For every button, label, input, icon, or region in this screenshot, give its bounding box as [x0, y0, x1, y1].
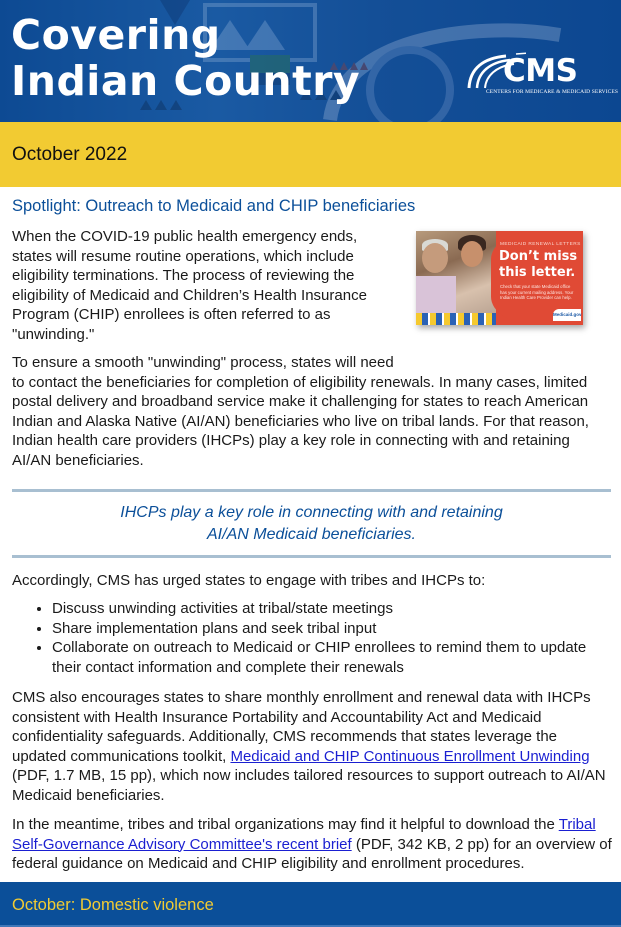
- pull-quote-top-rule: [12, 489, 611, 492]
- issue-date: October 2022: [12, 144, 128, 165]
- title-line-2: Indian Country: [11, 57, 361, 105]
- newsletter-title: [11, 12, 360, 104]
- promo-photo-person-1-face: [422, 243, 448, 273]
- paragraph-2-rest: to contact the beneficiaries for completion of eligibility renewals. In many cases, limited postal delivery and broadband service make it challenging for states to reach American Indian and Alaska Native (AI/AN) beneficiaries who live on tribal lands. For that reason, Indian health care providers (IHCPs) play a key role in connecting with and retaining AI/AN beneficiaries.: [12, 373, 589, 469]
- issue-date-band: [0, 124, 621, 187]
- toolkit-text-after: (PDF, 1.7 MB, 15 pp), which now includes tailored resources to support outreach to AI/AN Medicaid beneficiaries.: [12, 767, 606, 804]
- toolkit-text-before: CMS also encourages states to share monthly enrollment and renewal data with IHCPs consistent with Health Insurance Portability and Accountability Act and Medicaid confidentiality safeguards. Additionally, CMS recommends that states leverage the updated communications toolkit,: [12, 689, 591, 765]
- promo-photo-shirt: [416, 276, 456, 316]
- list-item: • Discuss unwinding activities at tribal/state meetings: [52, 599, 612, 619]
- promo-photo-person-2-face: [461, 241, 483, 267]
- promo-headline: [499, 249, 577, 280]
- unwinding-toolkit-link[interactable]: Medicaid and CHIP Continuous Enrollment Unwinding: [230, 747, 590, 765]
- cms-wordmark: CMS: [503, 53, 578, 89]
- promo-headline-line-1: Don’t miss: [499, 249, 578, 264]
- tsgac-text-after: (PDF, 342 KB, 2 pp) for an overview of federal guidance on Medicaid and CHIP eligibility and enrollment procedures.: [12, 835, 612, 872]
- promo-beadwork-band: [416, 313, 496, 325]
- pull-quote: [12, 502, 611, 546]
- next-section-heading: October: Domestic violence: [12, 896, 214, 914]
- list-intro: Accordingly, CMS has urged states to engage with tribes and IHCPs to:: [12, 572, 486, 589]
- pull-quote-line-1: IHCPs play a key role in connecting with and retaining: [120, 504, 503, 521]
- cms-subtitle: CENTERS FOR MEDICARE & MEDICAID SERVICES: [486, 89, 619, 95]
- title-line-1: Covering: [11, 11, 221, 59]
- spotlight-intro-paragraph: When the COVID-19 public health emergency ends, states will resume routine operations, which include eligibility terminations. The process of reviewing the eligibility of Medicaid and Children’s Health Insurance Program (CHIP) enrollees is often referred to as "unwinding.": [12, 228, 367, 343]
- promo-kicker: MEDICAID RENEWAL LETTERS: [500, 242, 581, 247]
- spotlight-heading: Spotlight: Outreach to Medicaid and CHIP beneficiaries: [12, 197, 416, 215]
- tsgac-paragraph: [12, 815, 612, 874]
- spotlight-paragraph-2: [12, 353, 612, 470]
- medicaid-gov-logo: Medicaid.gov: [553, 309, 581, 321]
- paragraph-2-line-1: To ensure a smooth "unwinding" process, states will need: [12, 354, 394, 371]
- tsgac-brief-link[interactable]: Tribal Self-Governance Advisory Committee's recent brief: [12, 816, 596, 853]
- engagement-list: [12, 599, 612, 677]
- list-item: • Collaborate on outreach to Medicaid or CHIP enrollees to remind them to update their contact information and complete their renewals: [52, 638, 612, 677]
- promo-body: Check that your state Medicaid office has your current mailing address. Your Indian Health Care Provider can help.: [500, 284, 574, 301]
- tsgac-text-before: In the meantime, tribes and tribal organizations may find it helpful to download the: [12, 816, 559, 833]
- promo-headline-line-2: this letter.: [499, 264, 576, 280]
- medicaid-renewal-letter-image: [416, 231, 583, 325]
- next-section-band: [0, 882, 621, 927]
- pull-quote-line-2: AI/AN Medicaid beneficiaries.: [207, 526, 416, 543]
- header-banner: [0, 0, 621, 124]
- pull-quote-bottom-rule: [12, 555, 611, 558]
- list-item: • Share implementation plans and seek tribal input: [52, 619, 612, 639]
- cms-logo: [466, 52, 619, 100]
- toolkit-paragraph: [12, 688, 612, 805]
